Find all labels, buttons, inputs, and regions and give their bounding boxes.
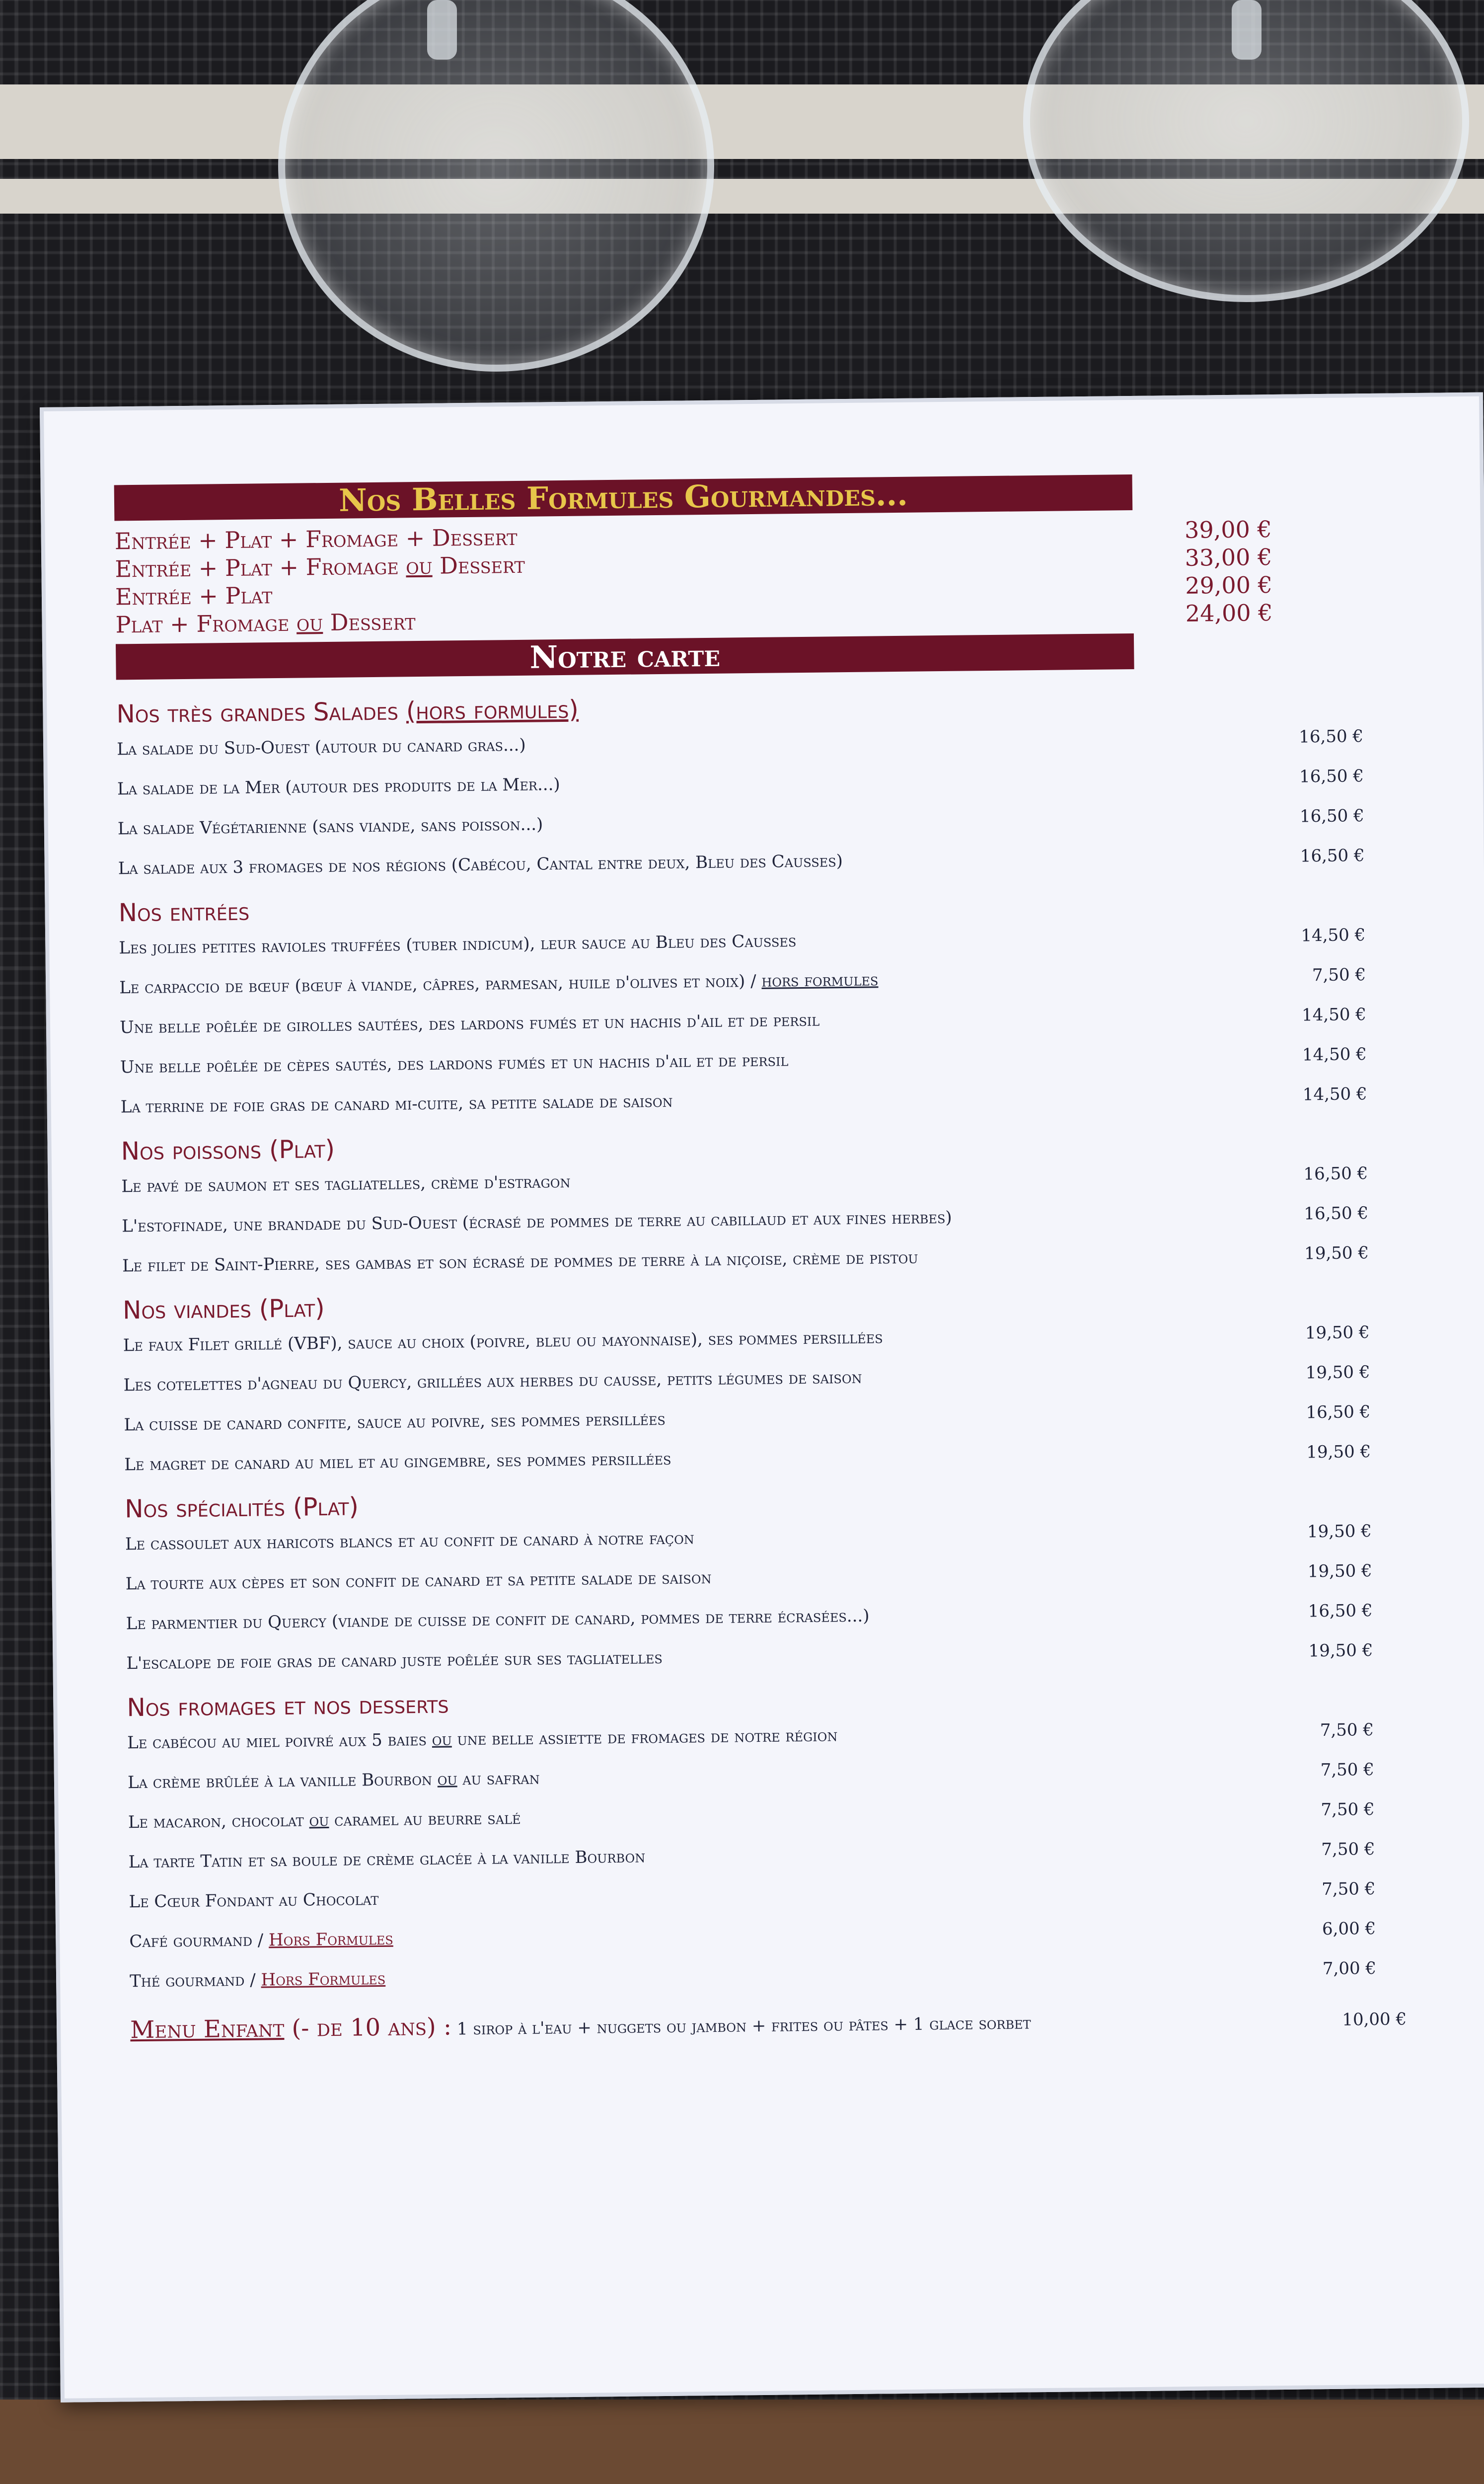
section-title-poissons: Nos poissons (Plat) bbox=[121, 1134, 335, 1166]
section-title-salades: Nos très grandes Salades (hors formules) bbox=[116, 695, 579, 729]
formule-price: 33,00 € bbox=[1185, 543, 1272, 571]
menu-item: Le macaron, chocolat ou caramel au beurre salé 7,50 € bbox=[128, 1799, 1375, 1833]
menu-item: L'escalope de foie gras de canard juste poêlée sur ses tagliatelles 19,50 € bbox=[126, 1640, 1373, 1674]
menu-item: La salade Végétarienne (sans viande, sans poisson...) 16,50 € bbox=[117, 806, 1364, 839]
formule-price: 24,00 € bbox=[1185, 599, 1273, 627]
menu-item: Le magret de canard au miel et au gingembre, ses pommes persillées 19,50 € bbox=[124, 1442, 1371, 1475]
menu-item: Les jolies petites ravioles truffées (tuber indicum), leur sauce au Bleu des Causses 14,50 € bbox=[119, 925, 1366, 958]
menu-item: Le faux Filet grillé (VBF), sauce au choix (poivre, bleu ou mayonnaise), ses pommes persillées 19,50 € bbox=[123, 1322, 1370, 1356]
table-edge bbox=[0, 2400, 1484, 2484]
menu-sheet bbox=[40, 392, 1484, 2403]
menu-item: Le cabécou au miel poivré aux 5 baies ou une belle assiette de fromages de notre région 7,50 € bbox=[127, 1720, 1374, 1753]
menu-item: La salade de la Mer (autour des produits de la Mer...) 16,50 € bbox=[117, 766, 1364, 799]
menu-enfant-label: Menu Enfant (- de 10 ans) : 1 sirop à l'eau + nuggets ou jambon + frites ou pâtes + 1 glace sorbet bbox=[130, 2013, 1031, 2044]
formules-banner: Nos Belles Formules Gourmandes... bbox=[114, 474, 1133, 521]
formules-list bbox=[115, 514, 1397, 639]
menu-item: La salade du Sud-Ouest (autour du canard gras...) 16,50 € bbox=[117, 726, 1364, 760]
section-title-specialites: Nos spécialités (Plat) bbox=[124, 1492, 359, 1524]
section-title-entrees: Nos entrées bbox=[118, 897, 250, 928]
wine-glass-stem-left bbox=[427, 0, 457, 60]
formule-label: Entrée + Plat + Fromage + Dessert bbox=[114, 523, 518, 555]
menu-item: Café gourmand / Hors Formules 6,00 € bbox=[129, 1918, 1376, 1952]
menu-item: La salade aux 3 fromages de nos régions (Cabécou, Cantal entre deux, Bleu des Causses) 16,50 € bbox=[118, 846, 1365, 879]
carte-banner: Notre carte bbox=[116, 633, 1134, 680]
menu-item: Une belle poêlée de girolles sautées, des lardons fumés et un hachis d'ail et de persil 14,50 € bbox=[119, 1005, 1367, 1038]
menu-enfant-row bbox=[130, 2003, 1416, 2044]
menu-item: Thé gourmand / Hors Formules 7,00 € bbox=[129, 1958, 1377, 1992]
menu-item: Le pavé de saumon et ses tagliatelles, crème d'estragon 16,50 € bbox=[121, 1164, 1368, 1197]
menu-item: Le Cœur Fondant au Chocolat 7,50 € bbox=[129, 1879, 1376, 1912]
menu-item: La cuisse de canard confite, sauce au poivre, ses pommes persillées 16,50 € bbox=[124, 1402, 1371, 1435]
section-title-viandes: Nos viandes (Plat) bbox=[122, 1294, 325, 1325]
menu-item: Les cotelettes d'agneau du Quercy, grillées aux herbes du causse, petits légumes de saison 19,50 € bbox=[123, 1362, 1370, 1396]
menu-item: La crème brûlée à la vanille Bourbon ou au safran 7,50 € bbox=[127, 1760, 1375, 1793]
wine-glass-base-left bbox=[278, 0, 714, 372]
formule-price: 39,00 € bbox=[1184, 516, 1272, 543]
section-title-desserts: Nos fromages et nos desserts bbox=[127, 1690, 449, 1722]
menu-item: Le carpaccio de bœuf (bœuf à viande, câpres, parmesan, huile d'olives et noix) / hors formules 7,50 € bbox=[119, 965, 1366, 998]
formule-price: 29,00 € bbox=[1185, 571, 1273, 599]
menu-item: Le filet de Saint-Pierre, ses gambas et son écrasé de pommes de terre à la niçoise, crème de pistou 19,50 € bbox=[122, 1243, 1369, 1276]
menu-item: La terrine de foie gras de canard mi-cuite, sa petite salade de saison 14,50 € bbox=[120, 1084, 1367, 1117]
menu-item: La tarte Tatin et sa boule de crème glacée à la vanille Bourbon 7,50 € bbox=[128, 1839, 1375, 1872]
menu-item: Le cassoulet aux haricots blancs et au confit de canard à notre façon 19,50 € bbox=[125, 1521, 1372, 1554]
formule-label: Plat + Fromage ou Dessert bbox=[115, 608, 416, 638]
menu-item: La tourte aux cèpes et son confit de canard et sa petite salade de saison 19,50 € bbox=[125, 1561, 1372, 1594]
menu-content bbox=[114, 471, 1412, 2044]
menu-enfant-price: 10,00 € bbox=[1342, 2009, 1407, 2030]
menu-item: Une belle poêlée de cèpes sautés, des lardons fumés et un hachis d'ail et de persil 14,50 € bbox=[120, 1044, 1367, 1078]
menu-item: Le parmentier du Quercy (viande de cuisse de confit de canard, pommes de terre écrasées...) 16,50 € bbox=[126, 1601, 1373, 1634]
menu-item: L'estofinade, une brandade du Sud-Ouest (écrasé de pommes de terre au cabillaud et aux fines herbes) 16,50 € bbox=[122, 1203, 1369, 1237]
formule-label: Entrée + Plat + Fromage ou Dessert bbox=[115, 551, 525, 583]
formule-label: Entrée + Plat bbox=[115, 582, 273, 611]
wine-glass-stem-right bbox=[1232, 0, 1261, 60]
